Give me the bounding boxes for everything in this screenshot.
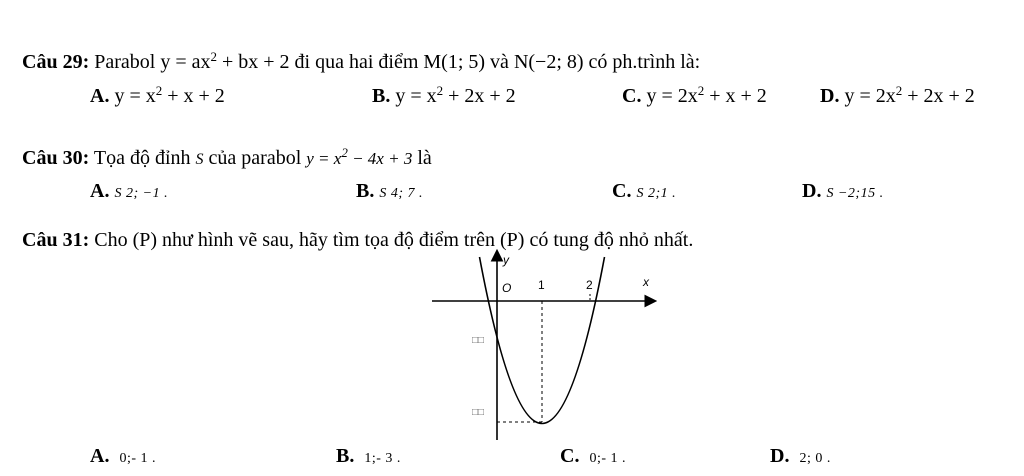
option-letter: A. [90, 85, 110, 107]
option-exponent: 2 [697, 83, 705, 98]
question-30-text-c: là [412, 147, 432, 169]
option-letter: C. [622, 85, 642, 107]
option-letter: B. [356, 180, 375, 202]
formula-part-b: − 4x + 3 [347, 149, 413, 168]
option-text-b: + x + 2 [162, 85, 225, 107]
option-letter: D. [820, 85, 840, 107]
question-30-number: Câu 30: [22, 147, 90, 169]
q31-option-a[interactable] [90, 444, 156, 471]
option-value: 1;- 3 . [364, 451, 401, 466]
q31-option-b[interactable] [336, 444, 401, 471]
question-31-number: Câu 31: [22, 229, 90, 251]
option-value: 2; 0 . [799, 451, 831, 466]
x-axis-label: x [643, 275, 649, 289]
option-text-b: + 2x + 2 [902, 85, 975, 107]
q31-option-c[interactable] [560, 444, 626, 471]
question-29-exponent: 2 [210, 49, 217, 64]
option-exponent: 2 [155, 83, 163, 98]
question-29-text-a: Parabol y = ax [89, 51, 211, 73]
option-text-b: + 2x + 2 [443, 85, 516, 107]
origin-label: O [502, 281, 512, 295]
option-letter: B. [336, 445, 355, 467]
option-value: 0;- 1 . [119, 451, 157, 466]
option-letter: C. [612, 180, 632, 202]
option-value: S 4; 7 . [379, 186, 424, 201]
q31-option-d[interactable] [770, 444, 831, 471]
question-31-text: Cho (P) như hình vẽ sau, hãy tìm tọa độ điểm trên (P) có tung độ nhỏ nhất. [89, 229, 694, 251]
option-value: S −2;15 . [826, 186, 884, 201]
option-exponent: 2 [895, 83, 903, 98]
option-text-a: y = 2x [839, 85, 896, 107]
question-29-text-b: + bx + 2 đi qua hai điểm M(1; 5) và N(−2; 8) có ph.trình là: [216, 51, 701, 73]
option-letter: D. [770, 445, 790, 467]
y-tick-placeholder-2: □□ [472, 407, 485, 418]
question-30-text-a: Tọa độ đỉnh [89, 147, 196, 169]
option-letter: C. [560, 445, 580, 467]
question-29-number: Câu 29: [22, 51, 90, 73]
y-axis-label: y [503, 253, 509, 267]
option-letter: A. [90, 445, 110, 467]
option-value: 0;- 1 . [589, 451, 627, 466]
vertex-symbol: S [195, 151, 204, 168]
tick-2-label: 2 [586, 278, 593, 292]
y-tick-placeholder-1: □□ [472, 335, 485, 346]
option-text-b: + x + 2 [704, 85, 767, 107]
option-value: S 2; −1 . [114, 186, 169, 201]
option-letter: A. [90, 180, 110, 202]
option-text-a: y = x [109, 85, 156, 107]
formula-part-a: y = x [306, 149, 342, 168]
option-text-a: y = 2x [641, 85, 698, 107]
option-letter: D. [802, 180, 822, 202]
question-30-text-b: của parabol [203, 147, 307, 169]
formula-exponent: 2 [341, 145, 348, 160]
option-value: S 2;1 . [636, 186, 677, 201]
option-text-a: y = x [390, 85, 437, 107]
option-letter: B. [372, 85, 391, 107]
tick-1-label: 1 [538, 278, 545, 292]
option-exponent: 2 [436, 83, 444, 98]
